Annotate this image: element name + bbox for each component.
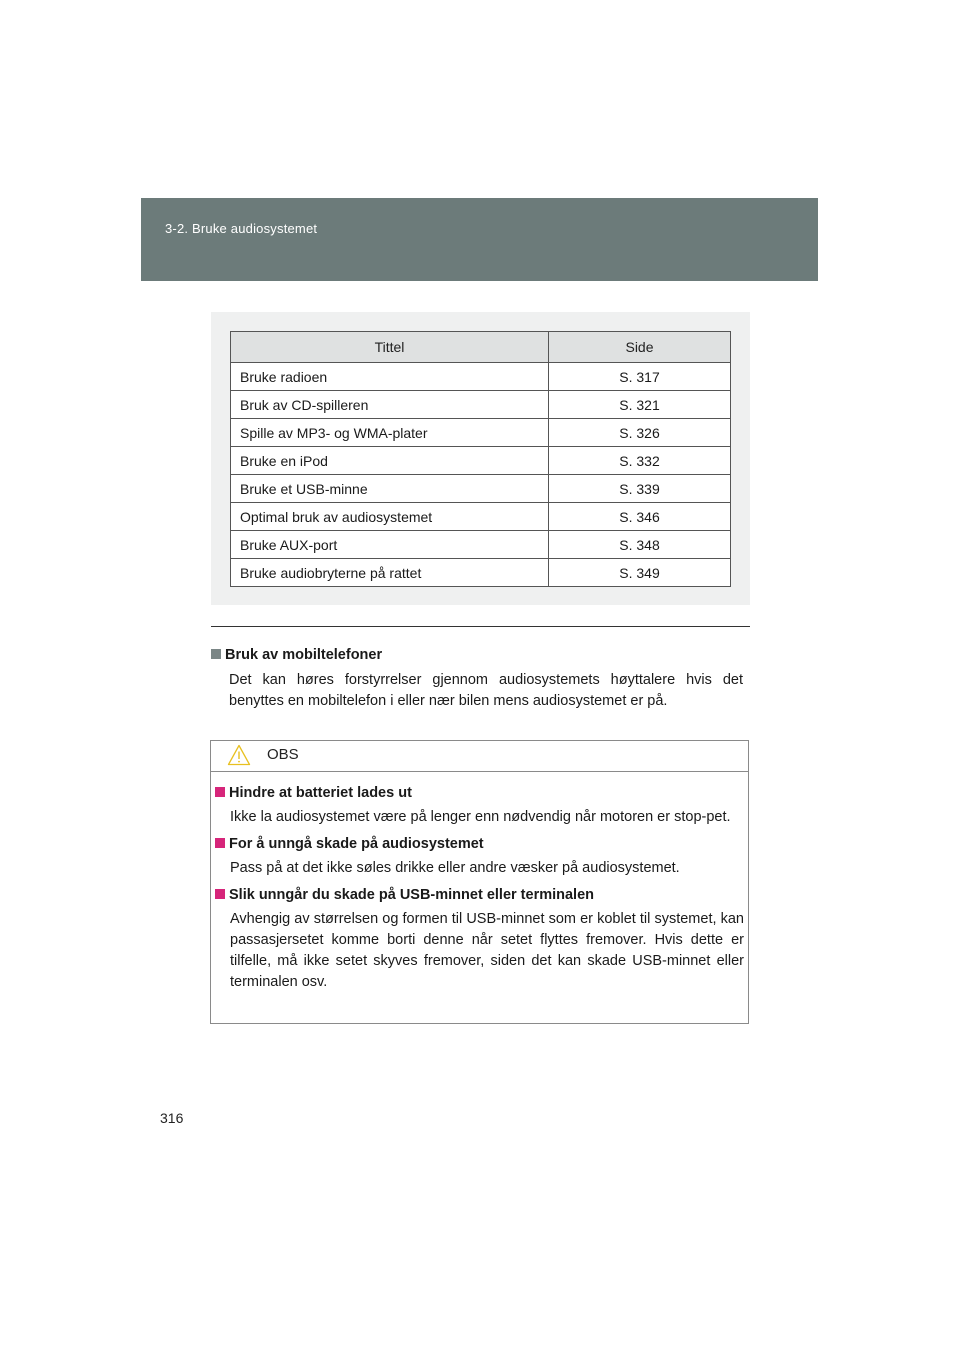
row-title: Spille av MP3- og WMA-plater [231,419,549,447]
row-page-link[interactable]: S. 346 [549,503,731,531]
column-header-title: Tittel [231,332,549,363]
caution-box [210,740,749,1024]
contents-table [230,331,731,587]
table-row [231,531,731,559]
caution-item-text: Avhengig av størrelsen og formen til USB-minnet som er koblet til systemet, kan passasjersetet komme borti denne når setet flyttes fremover. Hvis dette er tilfelle, må ikke setet skyves fremover, siden det kan skade USB-minnet eller terminalen osv. [230,911,744,990]
row-title: Bruke en iPod [231,447,549,475]
row-page-link[interactable]: S. 332 [549,447,731,475]
caution-item-heading [215,783,744,803]
square-bullet-icon [215,838,225,848]
row-page-link[interactable]: S. 321 [549,391,731,419]
column-header-page: Side [549,332,731,363]
caution-item-heading [215,885,744,905]
row-title: Bruk av CD-spilleren [231,391,549,419]
caution-item-text: Pass på at det ikke søles drikke eller andre væsker på audiosystemet. [230,860,680,876]
caution-item-heading-text: Slik unngår du skade på USB-minnet eller terminalen [229,887,595,903]
table-row [231,391,731,419]
table-row [231,363,731,391]
row-title: Optimal bruk av audiosystemet [231,503,549,531]
mobile-phone-note [211,645,743,712]
note-text: Det kan høres forstyrrelser gjennom audiosystemets høyttalere hvis det benyttes en mobiltelefon i eller nær bilen mens audiosystemet er på. [229,672,743,709]
caution-item-heading-text: Hindre at batteriet lades ut [229,785,412,801]
caution-item [215,783,744,828]
warning-triangle-icon [227,744,251,771]
caution-item-heading-text: For å unngå skade på audiosystemet [229,836,484,852]
section-divider [211,626,750,627]
caution-item-text: Ikke la audiosystemet være på lenger enn nødvendig når motoren er stop-pet. [230,809,731,825]
row-page-link[interactable]: S. 339 [549,475,731,503]
note-heading-text: Bruk av mobiltelefoner [225,647,383,663]
row-title: Bruke audiobryterne på rattet [231,559,549,587]
contents-table-panel [211,312,750,605]
square-bullet-icon [215,889,225,899]
caution-items [215,783,744,999]
row-title: Bruke AUX-port [231,531,549,559]
caution-item-heading [215,834,744,854]
caution-item [215,885,744,993]
caution-title: OBS [267,746,299,763]
row-page-link[interactable]: S. 326 [549,419,731,447]
table-row [231,475,731,503]
square-bullet-icon [215,787,225,797]
caution-item [215,834,744,879]
table-row [231,559,731,587]
table-header-row [231,332,731,363]
row-title: Bruke et USB-minne [231,475,549,503]
row-page-link[interactable]: S. 349 [549,559,731,587]
table-row [231,503,731,531]
section-header-band [141,198,818,281]
table-row [231,419,731,447]
section-title: 3-2. Bruke audiosystemet [165,221,318,236]
note-heading [211,645,743,667]
caution-header [211,741,748,772]
page-number: 316 [160,1110,184,1126]
row-page-link[interactable]: S. 348 [549,531,731,559]
row-title: Bruke radioen [231,363,549,391]
square-bullet-icon [211,649,221,659]
row-page-link[interactable]: S. 317 [549,363,731,391]
table-row [231,447,731,475]
